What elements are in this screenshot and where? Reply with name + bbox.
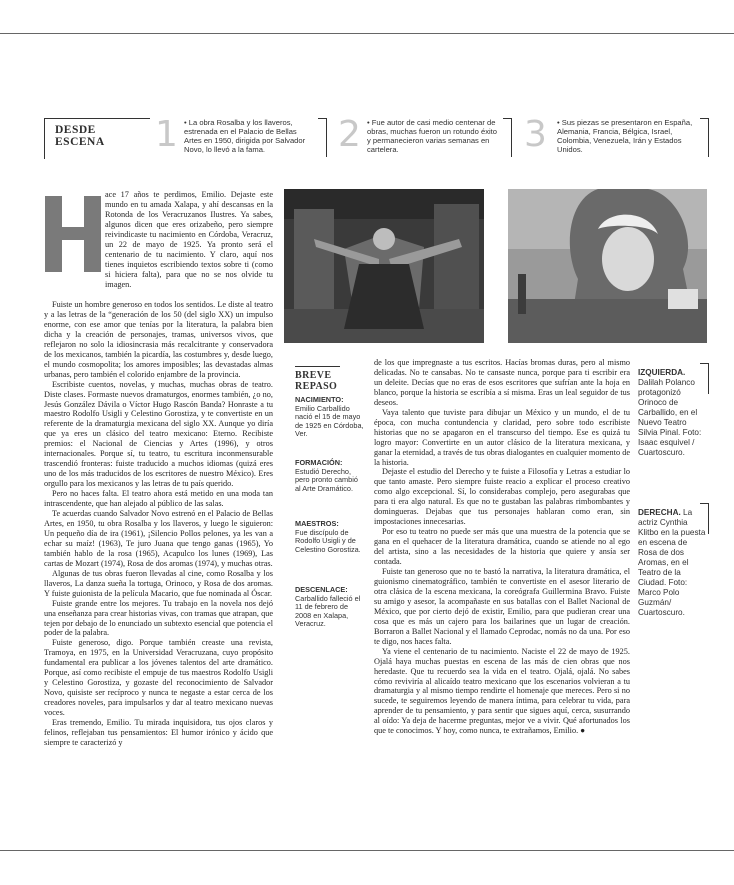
article-paragraph: Escribiste cuentos, novelas, y muchas, muchas obras de teatro. Diste clases. Formaste nuevos dramaturgos, enormes también, ¿o no, Jesús González Dávila o Víctor Hugo Rascón Banda? Honraste a tu maestro Rodolfo Usigli y Celestino Gorostiza, y te convertiste en un referente de la dramaturgia mexicana del siglo XX. Aunque yo diría que ya eres un clásico del teatro mexicano: Eterno. Recibiste premios: el Nacional de Ciencias y Artes (1996), y otros internacionales. Porque sí, tu teatro, tu escritura inconmensurable trascendió fronteras: fuiste traducido a muchos idiomas (quizá eres uno de los más traducidos de los escritores de nuestro México). Eres orgullo para los mexicanos y las letras de tu país querido. — [44, 379, 273, 489]
top-rule — [0, 33, 734, 34]
repaso-text: Carballido falleció el 11 de febrero de 2008 en Xalapa, Veracruz. — [295, 593, 361, 629]
repaso-text: Fue discípulo de Rodolfo Usigli y de Celestino Gorostiza. — [295, 527, 361, 554]
caption-label: IZQUIERDA. — [638, 368, 686, 377]
photo-rosa-de-dos-aromas — [508, 189, 707, 343]
repaso-text: Estudió Derecho, pero pronto cambió al Arte Dramático. — [295, 466, 358, 493]
repaso-item — [295, 520, 365, 554]
article-paragraph: Ya viene el centenario de tu nacimiento. Naciste el 22 de mayo de 1925. Ojalá haya muchas puestas en escena de las más de cien obras que nos heredaste. Que tu recuerdo sea la vida en el teatro. Ojalá, ojalá. No sabes cómo reviviría al alicaído teatro mexicano que los escenarios volvieran a tu dramaturgia y al mismo tiempo rendirte el homenaje que mereces. Pero si no sucede, te seguiremos leyendo de manera íntima, para celebrar tu vida, para aprender de tu pensamiento, y para sentir que sigues aquí, cerca, susurrando al oído: Ya deja de hacerme preguntas, mejor ve a vivir. Qué afortunados los que te conocimos. Y hoy, como nunca, te extrañamos, Emilio. ● — [374, 646, 630, 736]
repaso-item — [295, 396, 365, 439]
fact-text: • Fue autor de casi medio centenar de obras, muchas fueron un rotundo éxito y permanecieron varias semanas en cartelera. — [367, 118, 498, 154]
fact-bracket — [700, 118, 709, 157]
breve-repaso-title — [295, 366, 340, 392]
bottom-rule — [0, 850, 734, 851]
caption-text: Dalilah Polanco protagonizó Orinoco de Carballido, en el Nuevo Teatro Silvia Pinal. Foto: Isaac esquivel / Cuartoscuro. — [638, 378, 702, 457]
repaso-label: MAESTROS: — [295, 519, 339, 528]
article-paragraph: Te acuerdas cuando Salvador Novo estrenó en el Palacio de Bellas Artes, en 1950, tu obra Rosalba y los llaveros, y luego le siguieron: Un pequeño día de ira (1961), ¡Silencio Pollos pelones, ya les van a echar su maíz! (1963), Te juro Juana que tengo ganas (1965), Yo también hablo de la rosa (1965), Acapulco los lunes (1969), Las cartas de Mozart (1974), Rosa de dos aromas (1974), y muchas otras. — [44, 509, 273, 568]
article-paragraph: Por eso tu teatro no puede ser más que una muestra de la potencia que se gana en el quehacer de la literatura dramática, cuando se atiende no al ego del artista, sino a las necesidades de la historia que quiere y ansía ser contada. — [374, 527, 630, 567]
photo-caption-right — [638, 508, 708, 618]
article-paragraph: Fuiste grande entre los mejores. Tu trabajo en la novela nos dejó una enseñanza para crear historias vivas, con tramas que atrapan, que tejen por debajo de lo enunciado un subtexto esencial que potencia el poder de la palabra. — [44, 598, 273, 638]
repaso-label: NACIMIENTO: — [295, 395, 344, 404]
article-paragraph: Fuiste tan generoso que no te bastó la narrativa, la literatura dramática, el guionismo cinematográfico, también te convertiste en el asesor literario de otra clásica de la escena mexicana, la coreógrafa Guillermina Bravo. Fuiste su amigo y asesor, la acompañaste en sus batallas con el Ballet Nacional de México, que por cierto dejó de existir, Emilio, para que pudieran crear una cosa que es más un cajero para los bailarines que un lugar de creación. Borraron a Ballet Nacional y el llamado Ceprodac, nomás no da una. Por eso te digo, nos haces falta. — [374, 567, 630, 646]
fact-bracket — [503, 118, 512, 157]
fact-number: 3 — [524, 114, 547, 155]
article-paragraph: Fuiste un hombre generoso en todos los sentidos. Le diste al teatro y a las letras de la “generación de los 50 (del siglo XX) un impulso enorme, con ese amor que tenías por la literatura, la palabra bien dicha y la creación de personajes, tramas, universos vivos, que reflejaron no solo la idiosincrasia más recalcitrante y conservadora de los mexicanos, también la picardía, las costumbres y, desde luego, el mundo cosmopolita; los amores imposibles; las devastadas almas urbanas, pero también el colorido enjambre de la provincia. — [44, 300, 273, 379]
caption-label: DERECHA. — [638, 508, 681, 517]
article-column-2 — [374, 358, 630, 736]
caption-text: La actriz Cynthia Klitbo en la puesta en escena de Rosa de dos Aromas, en el Teatro de la Ciudad. Foto: Marco Polo Guzmán/ Cuartoscuro. — [638, 508, 706, 617]
repaso-item — [295, 586, 365, 629]
section-header-line2: ESCENA — [55, 136, 105, 148]
section-header-line1: DESDE — [55, 124, 96, 136]
fact-text: • Sus piezas se presentaron en España, Alemania, Francia, Bélgica, Israel, Colombia, Venezuela, Irán y Estados Unidos. — [557, 118, 693, 154]
repaso-text: Emilio Carballido nació el 15 de mayo de 1925 en Córdoba, Ver. — [295, 403, 364, 439]
article-paragraph: Algunas de tus obras fueron llevadas al cine, como Rosalba y los llaveros, La danza sueña la tortuga, Orinoco, y Rosa de dos aromas. Y fuiste guionista de la película Macario, que fue nominada al Óscar. — [44, 568, 273, 598]
article-column-1-intro — [105, 190, 273, 290]
photo-orinoco — [284, 189, 484, 343]
fact-number: 1 — [155, 114, 178, 155]
article-paragraph: Pero no haces falta. El teatro ahora está metido en una moda tan intrascendente, que han alejado al público de las salas. — [44, 489, 273, 509]
article-column-1 — [44, 300, 273, 748]
article-paragraph: Eras tremendo, Emilio. Tu mirada inquisidora, tus ojos claros y felinos, reflejaban tus pensamientos: El humor irónico y ácido que siempre te caracterizó y — [44, 718, 273, 747]
fact-number: 2 — [338, 114, 361, 155]
photo-caption-left — [638, 368, 708, 458]
article-paragraph: de los que impregnaste a tus escritos. Hacías bromas duras, pero al mismo delicadas. No te cansabas. No te cansaste nunca, porque para ti escribir era un deleite. Decías que no eras de esos escritores que sufrían ante la hoja en blanco, porque la historia se escribía a sí misma. Eras un leal seguidor de tus deseos. — [374, 358, 630, 407]
article-paragraph: Fuiste generoso, digo. Porque también creaste una revista, Tramoya, en 1975, en la Universidad Veracruzana, cuyo propósito fundamental era publicar a los jóvenes talentos del arte dramático. Porque, así como recibiste el empuje de tus maestros Rodolfo Usigli y Celestino Gorostiza, y gozaste del reconocimiento de Salvador Novo, quisiste ser recíproco y nunca te negaste a estar cerca de los creadores noveles, para impulsarlos y dar al teatro mexicano nuevas voces. — [44, 638, 273, 718]
section-header — [55, 124, 105, 148]
fact-text: • La obra Rosalba y los llaveros, estrenada en el Palacio de Bellas Artes en 1950, dirigida por Salvador Novo, lo llevó a la fama. — [184, 118, 306, 154]
breve-repaso-title-line1: BREVE — [295, 370, 332, 381]
dropcap-letter — [44, 195, 102, 273]
article-paragraph: Dejaste el estudio del Derecho y te fuiste a Filosofía y Letras a estudiar lo que tanto amaste. Pero siempre fuiste reacio a explicar el proceso creativo como algo excepcional. Sí, lo considerabas complejo, pero asegurabas que para ti era algo natural. Es que no te gustaban las palabras rimbombantes y domingueras. Dejabas que tus personajes hablaran como eran, sin impostaciones innecesarias. — [374, 467, 630, 527]
fact-bracket — [318, 118, 327, 157]
repaso-label: FORMACIÓN: — [295, 458, 343, 467]
repaso-item — [295, 459, 365, 493]
repaso-label: DESCENLACE: — [295, 585, 348, 594]
breve-repaso-title-line2: REPASO — [295, 381, 338, 392]
article-paragraph: ace 17 años te perdimos, Emilio. Dejaste este mundo en tu amada Xalapa, y ahí descansas en la Rotonda de los Veracruzanos Ilustres. Ya sabes, algunos dicen que eres orizabeño, pero siempre reivindicaste tu nacimiento en Córdoba, Veracruz, un 22 de mayo de 1925. Ya pronto será el centenario de tu nacimiento. Y claro, aquí nos tienes inquietos escribiendo textos sobre ti (como si hiciera falta), para que no se nos olvide tu imagen. — [105, 190, 273, 289]
article-paragraph: Vaya talento que tuviste para dibujar un México y un mundo, el de tu época, con mucha contundencia y claridad, pero sobre todo escribiste historias que no se apagaron en el transcurso del tiempo. Ese es quizá tu logro mayor: Convertirte en un autor clásico de la literatura mexicana, y ganar la eternidad, a través de tus obras dialogantes en cualquier momento de la historia. — [374, 407, 630, 467]
